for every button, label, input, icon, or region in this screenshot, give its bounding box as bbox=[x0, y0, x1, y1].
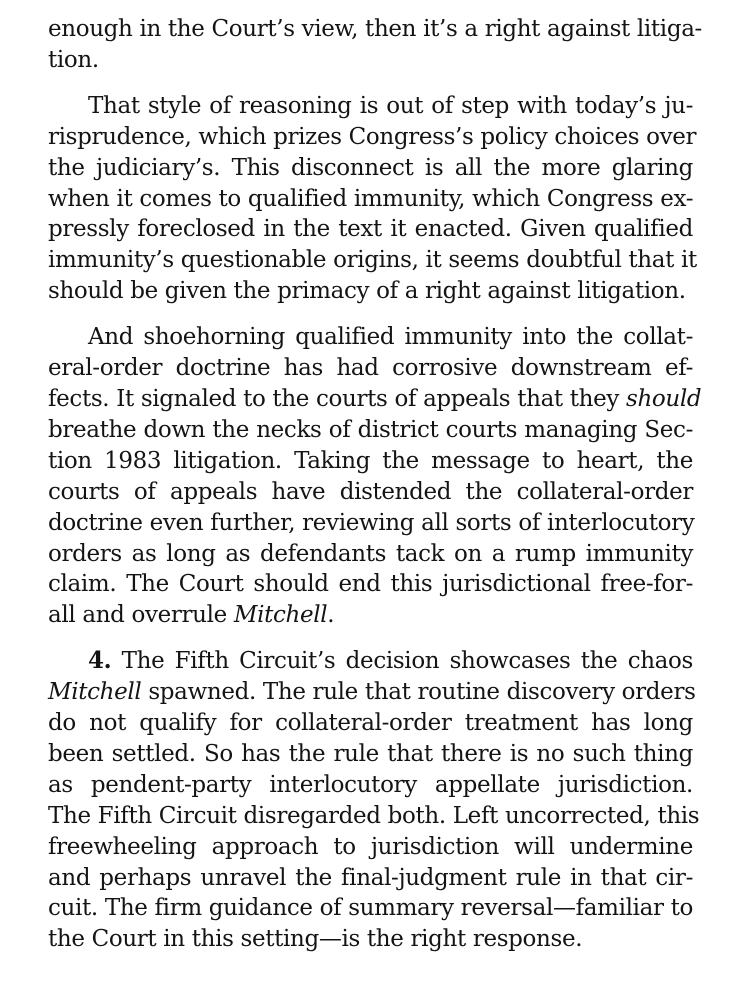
text-line: cuit. The firm guidance of summary reversal—familiar to bbox=[48, 895, 693, 922]
paragraph-4 bbox=[48, 646, 700, 955]
text-line: when it comes to qualified immunity, which Congress ex- bbox=[48, 185, 694, 212]
text-line: eral-order doctrine has had corrosive downstream ef- bbox=[48, 355, 693, 382]
text-line: pressly foreclosed in the text it enacted. Given qualified bbox=[48, 216, 693, 243]
text-line: the Court in this setting—is the right response. bbox=[48, 926, 583, 953]
paragraph-2 bbox=[48, 91, 697, 307]
text-segment: all and overrule bbox=[48, 602, 234, 629]
case-name-mitchell: Mitchell bbox=[233, 602, 328, 629]
text-line: the judiciary’s. This disconnect is all the more glaring bbox=[48, 154, 693, 181]
paragraph-3 bbox=[48, 322, 702, 631]
case-name-mitchell: Mitchell bbox=[48, 679, 142, 706]
text-line bbox=[48, 677, 696, 708]
text-segment: . bbox=[327, 602, 335, 629]
section-number: 4. bbox=[88, 647, 112, 675]
text-segment: The Fifth Circuit’s decision showcases the chaos bbox=[111, 648, 693, 675]
text-line: And shoehorning qualified immunity into the collat- bbox=[88, 324, 693, 351]
text-line: breathe down the necks of district courts managing Sec- bbox=[48, 416, 693, 443]
text-line: orders as long as defendants tack on a rump immunity bbox=[48, 540, 693, 567]
document-page bbox=[48, 14, 702, 970]
text-line: should be given the primacy of a right against litigation. bbox=[48, 278, 686, 305]
text-line: been settled. So has the rule that there is no such thing bbox=[48, 740, 693, 767]
text-line: tion. bbox=[48, 46, 99, 73]
text-line: courts of appeals have distended the collateral-order bbox=[48, 478, 693, 505]
text-line: freewheeling approach to jurisdiction will undermine bbox=[48, 833, 693, 860]
text-line bbox=[48, 600, 693, 631]
text-line: risprudence, which prizes Congress’s policy choices over bbox=[48, 123, 697, 150]
text-line: tion 1983 litigation. Taking the message to heart, the bbox=[48, 447, 693, 474]
text-line: claim. The Court should end this jurisdictional free-for- bbox=[48, 571, 693, 598]
text-segment: fects. It signaled to the courts of appeals that they bbox=[48, 385, 627, 412]
text-line bbox=[48, 384, 702, 415]
text-line: enough in the Court’s view, then it’s a right against litiga- bbox=[48, 16, 702, 42]
paragraph-1 bbox=[48, 14, 702, 76]
text-line: and perhaps unravel the final-judgment rule in that cir- bbox=[48, 864, 693, 891]
text-segment: spawned. The rule that routine discovery orders bbox=[141, 679, 696, 706]
text-line: The Fifth Circuit disregarded both. Left uncorrected, this bbox=[48, 802, 700, 829]
text-line: do not qualify for collateral-order treatment has long bbox=[48, 710, 693, 737]
emphasis-should: should bbox=[626, 385, 702, 412]
text-line bbox=[48, 646, 693, 677]
text-line: immunity’s questionable origins, it seems doubtful that it bbox=[48, 247, 697, 274]
text-line: as pendent-party interlocutory appellate jurisdiction. bbox=[48, 771, 693, 798]
text-line: That style of reasoning is out of step with today’s ju- bbox=[88, 92, 693, 119]
text-line: doctrine even further, reviewing all sorts of interlocutory bbox=[48, 509, 695, 536]
